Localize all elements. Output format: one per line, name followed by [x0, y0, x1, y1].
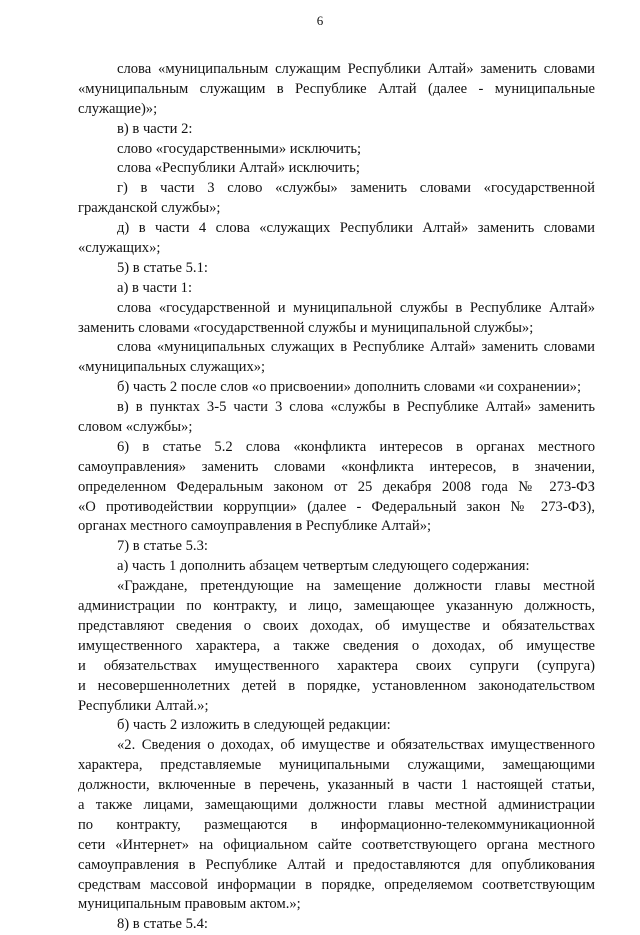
- text-line: муниципальным правовым актом.»;: [78, 896, 301, 913]
- text-line: 8) в статье 5.4:: [117, 916, 208, 933]
- text-line: «муниципальных служащих»;: [78, 359, 266, 376]
- text-line: слова «муниципальных служащих в Республике Алтай» заменить словами: [117, 339, 595, 356]
- text-line: представляют сведения о своих доходах, об имуществе и обязательствах: [78, 617, 595, 634]
- text-line: «муниципальным служащим в Республике Алтай (далее - муниципальные: [78, 80, 595, 97]
- text-line: словом «службы»;: [78, 419, 193, 436]
- text-line: самоуправления в Республике Алтай и предоставляются для опубликования: [78, 856, 595, 873]
- text-line: 6) в статье 5.2 слова «конфликта интересов в органах местного: [117, 438, 595, 455]
- text-line: средствам массовой информации в порядке, определяемом соответствующим: [78, 876, 595, 893]
- text-line: «Граждане, претендующие на замещение должности главы местной: [117, 578, 595, 595]
- text-line: «служащих»;: [78, 240, 161, 257]
- text-line: слова «государственной и муниципальной службы в Республике Алтай»: [117, 299, 595, 316]
- document-body: [78, 60, 595, 935]
- text-line: б) часть 2 изложить в следующей редакции:: [117, 717, 391, 734]
- text-line: в) в части 2:: [117, 120, 193, 137]
- text-line: Республики Алтай.»;: [78, 697, 209, 714]
- text-line: слово «государственными» исключить;: [117, 140, 362, 157]
- text-line: и обязательствах имущественного характера своих супруги (супруга): [78, 657, 595, 674]
- text-line: и несовершеннолетних детей в порядке, установленном законодательством: [78, 677, 595, 694]
- page-number: 6: [316, 13, 324, 28]
- text-line: «О противодействии коррупции» (далее - Федеральный закон № 273-ФЗ),: [78, 498, 595, 515]
- text-line: служащие)»;: [78, 100, 158, 117]
- text-line: «2. Сведения о доходах, об имуществе и обязательствах имущественного: [117, 737, 595, 754]
- text-line: а) в части 1:: [117, 279, 193, 296]
- text-line: администрации по контракту, и лицо, замещающее указанную должность,: [78, 598, 595, 615]
- text-line: слова «муниципальным служащим Республики Алтай» заменить словами: [117, 61, 595, 77]
- text-line: должности, включенные в перечень, указанный в части 1 настоящей статьи,: [78, 777, 595, 794]
- text-line: а также лицами, замещающими должности главы местной администрации: [78, 796, 595, 813]
- text-line: д) в части 4 слова «служащих Республики Алтай» заменить словами: [117, 220, 595, 237]
- text-line: имущественного характера, а также сведения о доходах, об имуществе: [78, 637, 595, 654]
- text-line: б) часть 2 после слов «о присвоении» дополнить словами «и сохранении»;: [117, 379, 582, 396]
- text-line: 5) в статье 5.1:: [117, 259, 208, 276]
- text-line: самоуправления» заменить словами «конфликта интересов, в значении,: [78, 458, 595, 475]
- text-line: в) в пунктах 3-5 части 3 слова «службы в Республике Алтай» заменить: [117, 399, 595, 416]
- text-line: г) в части 3 слово «службы» заменить словами «государственной: [117, 180, 595, 197]
- text-line: определенном Федеральным законом от 25 декабря 2008 года № 273-ФЗ: [78, 478, 595, 495]
- text-line: слова «Республики Алтай» исключить;: [117, 160, 360, 177]
- text-line: сети «Интернет» на официальном сайте соответствующего органа местного: [78, 836, 595, 853]
- text-line: по контракту, размещаются в информационно-телекоммуникационной: [78, 816, 595, 833]
- text-line: органах местного самоуправления в Республике Алтай»;: [78, 518, 432, 535]
- text-line: гражданской службы»;: [78, 200, 221, 217]
- text-line: 7) в статье 5.3:: [117, 538, 208, 555]
- text-line: характера, представляемые муниципальными служащими, замещающими: [78, 757, 595, 774]
- text-line: заменить словами «государственной службы и муниципальной службы»;: [78, 319, 534, 336]
- text-line: а) часть 1 дополнить абзацем четвертым следующего содержания:: [117, 558, 530, 575]
